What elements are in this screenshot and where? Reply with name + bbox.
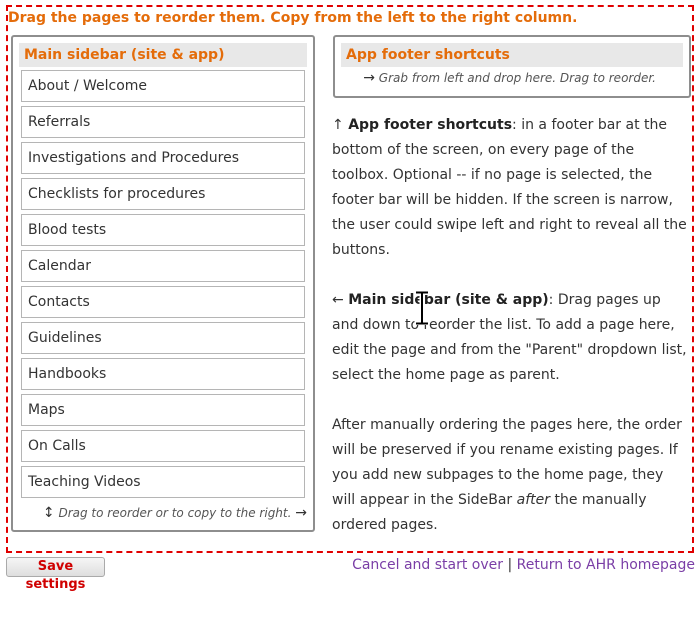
sidebar-item-calendar[interactable]: Calendar <box>21 250 305 282</box>
left-arrow-icon: ← <box>332 292 344 308</box>
help-text <box>332 113 690 563</box>
sidebar-item-checklists[interactable]: Checklists for procedures <box>21 178 305 210</box>
text-cursor-icon <box>414 291 430 325</box>
help-order-emphasis: after <box>516 492 550 508</box>
footer-hint-text: Grab from left and drop here. Drag to reorder. <box>378 71 656 85</box>
sidebar-list-panel <box>11 35 315 532</box>
help-sidebar-text: : Drag pages up and down to reorder the list. To add a page here, edit the page and from the "Parent" dropdown list, select the home page as parent. <box>332 292 687 383</box>
sidebar-item-blood-tests[interactable]: Blood tests <box>21 214 305 246</box>
sidebar-hint-text: Drag to reorder or to copy to the right. <box>58 506 292 520</box>
right-arrow-icon: → <box>295 505 307 521</box>
sidebar-item-guidelines[interactable]: Guidelines <box>21 322 305 354</box>
sidebar-panel-title: Main sidebar (site & app) <box>19 43 307 67</box>
sidebar-item-referrals[interactable]: Referrals <box>21 106 305 138</box>
footer-panel-title: App footer shortcuts <box>341 43 683 67</box>
right-arrow-icon: → <box>363 70 375 86</box>
sidebar-item-investigations[interactable]: Investigations and Procedures <box>21 142 305 174</box>
sidebar-item-on-calls[interactable]: On Calls <box>21 430 305 462</box>
help-sidebar-title: Main sidebar (site & app) <box>348 292 549 308</box>
help-footer-title: App footer shortcuts <box>348 117 513 133</box>
up-arrow-icon: ↑ <box>332 117 344 133</box>
help-paragraph-sidebar <box>332 288 690 388</box>
help-footer-text: : in a footer bar at the bottom of the screen, on every page of the toolbox. Optional -- if no page is selected, the footer bar will be hidden. If the screen is narrow, the user could swipe left and right to reveal all the buttons. <box>332 117 687 258</box>
help-order-text-2: the manually ordered pages. <box>332 492 647 533</box>
link-separator: | <box>507 557 513 573</box>
sidebar-item-about-welcome[interactable]: About / Welcome <box>21 70 305 102</box>
help-paragraph-order <box>332 413 690 538</box>
cancel-link[interactable]: Cancel and start over <box>352 557 504 573</box>
footer-panel-hint <box>363 70 656 86</box>
footer-links <box>352 557 695 573</box>
footer-shortcuts-panel[interactable] <box>333 35 691 98</box>
instructions: Drag the pages to reorder them. Copy from the left to the right column. <box>8 10 578 26</box>
help-paragraph-footer <box>332 113 690 263</box>
sidebar-item-contacts[interactable]: Contacts <box>21 286 305 318</box>
sidebar-hint <box>43 505 307 521</box>
return-homepage-link[interactable]: Return to AHR homepage <box>516 557 695 573</box>
sidebar-item-handbooks[interactable]: Handbooks <box>21 358 305 390</box>
help-order-text-1: After manually ordering the pages here, the order will be preserved if you rename existing pages. If you add new subpages to the home page, they will appear in the SideBar <box>332 417 682 508</box>
sidebar-item-teaching-videos[interactable]: Teaching Videos <box>21 466 305 498</box>
sidebar-item-maps[interactable]: Maps <box>21 394 305 426</box>
save-settings-button[interactable]: Save settings <box>6 557 105 577</box>
up-down-arrow-icon: ↕ <box>42 505 55 521</box>
